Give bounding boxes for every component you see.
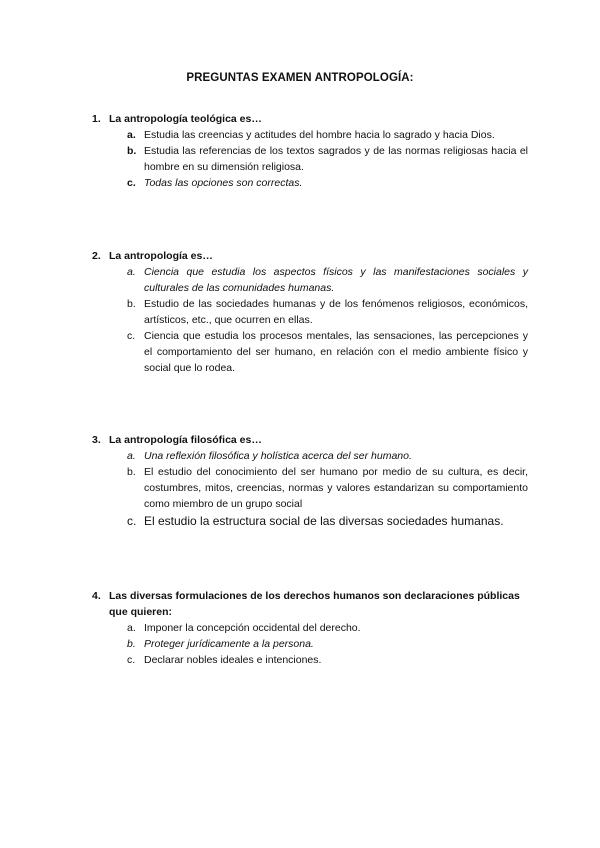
question-heading <box>92 588 528 620</box>
option-text: Proteger jurídicamente a la persona. <box>144 638 314 650</box>
option-letter: c. <box>127 177 136 189</box>
question-number: 2. <box>92 250 101 262</box>
option-text: Ciencia que estudia los procesos mentales, las sensaciones, las percepciones y el comportamiento del ser humano, en relación con el medio ambiente físico y social que lo rodea. <box>144 330 528 374</box>
option-list <box>92 448 528 530</box>
option-text: El estudio la estructura social de las diversas sociedades humanas. <box>144 514 504 528</box>
option-text: Estudia las referencias de los textos sagrados y de las normas religiosas hacia el hombre en su dimensión religiosa. <box>144 145 528 173</box>
option-a <box>92 264 528 296</box>
option-letter: b. <box>127 638 136 650</box>
option-letter: c. <box>127 654 136 666</box>
option-a <box>92 620 528 636</box>
option-list <box>92 620 528 668</box>
question-number: 1. <box>92 113 101 125</box>
option-letter: b. <box>127 466 136 478</box>
option-c <box>92 652 528 668</box>
option-c <box>92 175 528 191</box>
option-c <box>92 512 528 530</box>
question-text: La antropología filosófica es… <box>109 434 262 446</box>
question-1 <box>92 111 528 191</box>
question-number: 4. <box>92 590 101 602</box>
question-2 <box>92 248 528 376</box>
question-heading <box>92 432 528 448</box>
option-letter: b. <box>127 298 136 310</box>
option-text: Una reflexión filosófica y holística acerca del ser humano. <box>144 450 412 462</box>
question-heading <box>92 111 528 127</box>
option-text: Estudia las creencias y actitudes del hombre hacia lo sagrado y hacia Dios. <box>144 129 495 141</box>
option-letter: a. <box>127 129 136 141</box>
question-4 <box>92 588 528 668</box>
option-b <box>92 143 528 175</box>
option-text: Imponer la concepción occidental del derecho. <box>144 622 361 634</box>
option-c <box>92 328 528 376</box>
option-letter: a. <box>127 622 136 634</box>
question-number: 3. <box>92 434 101 446</box>
option-b <box>92 636 528 652</box>
option-a <box>92 127 528 143</box>
option-list <box>92 127 528 191</box>
option-text: Declarar nobles ideales e intenciones. <box>144 654 322 666</box>
question-text: Las diversas formulaciones de los derechos humanos son declaraciones públicas que quieren: <box>109 590 520 618</box>
option-text: El estudio del conocimiento del ser humano por medio de su cultura, es decir, costumbres, mitos, creencias, normas y valores estandarizan su comportamiento como miembro de un grupo social <box>144 466 528 510</box>
question-3 <box>92 432 528 530</box>
option-letter: c. <box>127 330 136 342</box>
option-text: Estudio de las sociedades humanas y de los fenómenos religiosos, económicos, artísticos, etc., que ocurren en ellas. <box>144 298 528 326</box>
question-heading <box>92 248 528 264</box>
option-a <box>92 448 528 464</box>
option-letter: c. <box>127 514 137 528</box>
question-text: La antropología es… <box>109 250 213 262</box>
option-list <box>92 264 528 376</box>
page-title: PREGUNTAS EXAMEN ANTROPOLOGÍA: <box>186 72 414 84</box>
option-b <box>92 464 528 512</box>
option-letter: b. <box>127 145 137 157</box>
option-text: Todas las opciones son correctas. <box>144 177 303 189</box>
option-b <box>92 296 528 328</box>
option-letter: a. <box>127 266 136 278</box>
option-letter: a. <box>127 450 136 462</box>
option-text: Ciencia que estudia los aspectos físicos y las manifestaciones sociales y culturales de las comunidades humanas. <box>144 266 528 294</box>
question-text: La antropología teológica es… <box>109 113 262 125</box>
